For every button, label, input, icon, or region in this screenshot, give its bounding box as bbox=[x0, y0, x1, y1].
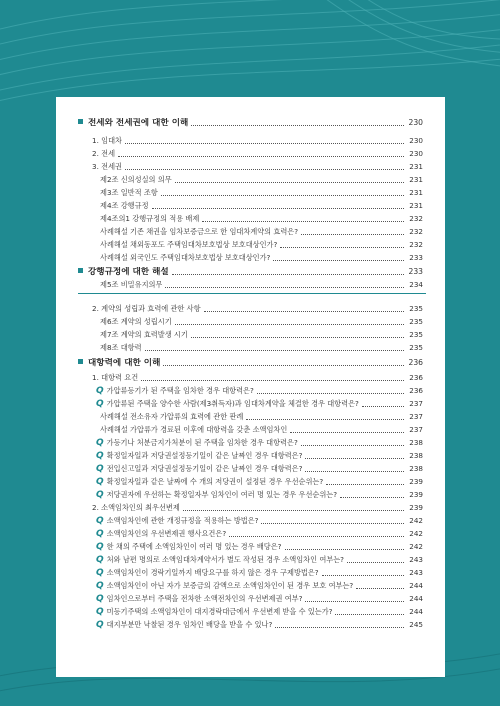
toc-entry-page: 236 bbox=[409, 386, 423, 395]
toc-entry[interactable] bbox=[100, 410, 423, 422]
toc-entry[interactable] bbox=[96, 475, 423, 487]
toc-entry-page: 230 bbox=[409, 136, 423, 145]
toc-entry[interactable] bbox=[100, 315, 423, 327]
toc-entry-title: 제5조 비밀유지의무 bbox=[100, 280, 163, 289]
toc-entry[interactable] bbox=[96, 618, 423, 630]
toc-entry-page: 230 bbox=[408, 118, 423, 127]
q-icon: Q bbox=[96, 555, 104, 565]
dot-leader bbox=[340, 496, 404, 498]
toc-entry[interactable] bbox=[92, 147, 423, 159]
toc-entry-title: 가등기나 처분금지가처분이 된 주택을 임차한 경우 대항력은? bbox=[106, 438, 298, 447]
toc-entry-title: 제4조의1 강행규정의 적용 배제 bbox=[100, 214, 200, 223]
toc-entry-page: 231 bbox=[409, 201, 423, 210]
dot-leader bbox=[183, 509, 404, 511]
toc-entry-title: 제8조 대항력 bbox=[100, 343, 142, 352]
dot-leader bbox=[125, 142, 404, 144]
dot-leader bbox=[175, 181, 404, 183]
toc-entry-title: 제3조 일반적 조항 bbox=[100, 188, 158, 197]
toc-entry-page: 236 bbox=[409, 373, 423, 382]
q-icon: Q bbox=[96, 438, 104, 448]
toc-entry-page: 231 bbox=[409, 175, 423, 184]
q-icon: Q bbox=[96, 516, 104, 526]
toc-entry-title: 전입신고일과 저당권설정등기일이 같은 날짜인 경우 대항력은? bbox=[106, 464, 303, 473]
toc-entry-page: 231 bbox=[409, 188, 423, 197]
dot-leader bbox=[326, 483, 404, 485]
dot-leader bbox=[141, 379, 404, 381]
toc-entry-title: 소액임차인이 경락기일까지 배당요구를 하지 않은 경우 구제방법은? bbox=[106, 568, 319, 577]
q-icon: Q bbox=[96, 607, 104, 617]
toc-entry[interactable] bbox=[96, 553, 423, 565]
q-icon: Q bbox=[96, 542, 104, 552]
toc-entry[interactable] bbox=[78, 115, 423, 128]
dot-leader bbox=[175, 323, 404, 325]
section-divider bbox=[78, 293, 426, 294]
toc-entry-page: 237 bbox=[409, 399, 423, 408]
toc-entry-page: 237 bbox=[409, 425, 423, 434]
toc-entry-title: 대지부분만 낙찰된 경우 임차인 배당을 받을 수 있나? bbox=[106, 620, 273, 629]
toc-entry[interactable] bbox=[100, 199, 423, 211]
dot-leader bbox=[322, 574, 404, 576]
dot-leader bbox=[280, 246, 404, 248]
dot-leader bbox=[257, 392, 404, 394]
toc-entry[interactable] bbox=[100, 328, 423, 340]
toc-entry-title: 사례해설 기존 채권을 임차보증금으로 한 임대차계약의 효력은? bbox=[100, 227, 299, 236]
square-bullet-icon bbox=[78, 359, 83, 364]
toc-entry[interactable] bbox=[92, 371, 423, 383]
toc-entry-title: 소액임차인이 아닌 자가 보증금의 감액으로 소액임차인이 된 경우 보호 여부는? bbox=[106, 581, 354, 590]
toc-entry-page: 232 bbox=[409, 214, 423, 223]
toc-entry-page: 234 bbox=[409, 280, 423, 289]
toc-entry-page: 244 bbox=[409, 594, 423, 603]
toc-entry-title: 제2조 신의성실의 의무 bbox=[100, 175, 172, 184]
dot-leader bbox=[152, 207, 404, 209]
toc-entry-title: 처와 남편 명의로 소액임대차계약서가 별도 작성된 경우 소액임차인 여부는? bbox=[106, 555, 344, 564]
toc-entry-title: 확정일자일과 저당권설정등기일이 같은 날짜인 경우 대항력은? bbox=[106, 451, 303, 460]
dot-leader bbox=[301, 233, 404, 235]
toc-entry[interactable] bbox=[92, 134, 423, 146]
toc-entry-title: 강행규정에 대한 해설 bbox=[88, 267, 169, 277]
q-icon: Q bbox=[96, 451, 104, 461]
dot-leader bbox=[362, 405, 404, 407]
toc-entry[interactable] bbox=[100, 423, 423, 435]
toc-entry[interactable] bbox=[92, 501, 423, 513]
toc-entry-page: 245 bbox=[409, 620, 423, 629]
toc-entry[interactable] bbox=[100, 212, 423, 224]
dot-leader bbox=[335, 613, 404, 615]
toc-entry-title: 1. 대항력 요건 bbox=[92, 373, 139, 382]
toc-entry-title: 사례해설 가압류가 경료된 이후에 대항력을 갖춘 소액임차인 bbox=[100, 425, 288, 434]
dot-leader bbox=[301, 444, 404, 446]
toc-entry[interactable] bbox=[92, 302, 423, 314]
toc-entry[interactable] bbox=[96, 540, 423, 552]
toc-entry-page: 232 bbox=[409, 227, 423, 236]
dot-leader bbox=[229, 535, 404, 537]
toc-entry[interactable] bbox=[96, 592, 423, 604]
toc-entry-page: 237 bbox=[409, 412, 423, 421]
toc-entry[interactable] bbox=[96, 527, 423, 539]
toc-entry[interactable] bbox=[100, 225, 423, 237]
toc-entry-title: 사례해설 외국인도 주택임대차보호법상 보호대상인가? bbox=[100, 253, 271, 262]
toc-entry[interactable] bbox=[100, 238, 423, 250]
toc-entry[interactable] bbox=[96, 436, 423, 448]
toc-entry-title: 2. 계약의 성립과 효력에 관한 사항 bbox=[92, 304, 201, 313]
toc-entry-page: 239 bbox=[409, 477, 423, 486]
dot-leader bbox=[118, 155, 404, 157]
square-bullet-icon bbox=[78, 119, 83, 124]
toc-entry-title: 1. 임대차 bbox=[92, 136, 122, 145]
toc-entry[interactable] bbox=[96, 566, 423, 578]
dot-leader bbox=[290, 431, 404, 433]
dot-leader bbox=[202, 220, 404, 222]
q-icon: Q bbox=[96, 568, 104, 578]
q-icon: Q bbox=[96, 529, 104, 539]
q-icon: Q bbox=[96, 620, 104, 630]
toc-page bbox=[56, 97, 445, 677]
toc-entry-title: 제7조 계약의 효력발생 시기 bbox=[100, 330, 188, 339]
q-icon: Q bbox=[96, 399, 104, 409]
q-icon: Q bbox=[96, 490, 104, 500]
toc-entry-page: 242 bbox=[409, 529, 423, 538]
dot-leader bbox=[261, 522, 404, 524]
toc-entry-page: 242 bbox=[409, 516, 423, 525]
dot-leader bbox=[246, 418, 404, 420]
toc-entry[interactable] bbox=[78, 264, 423, 277]
dot-leader bbox=[172, 273, 404, 275]
toc-entry-title: 사례해설 전소유자 가압류의 효력에 관한 판례 bbox=[100, 412, 244, 421]
toc-entry[interactable] bbox=[96, 579, 423, 591]
toc-entry[interactable] bbox=[100, 278, 423, 290]
toc-entry[interactable] bbox=[96, 449, 423, 461]
toc-entry[interactable] bbox=[92, 160, 423, 172]
toc-entry-page: 244 bbox=[409, 607, 423, 616]
toc-entry-page: 243 bbox=[409, 568, 423, 577]
toc-entry-page: 233 bbox=[408, 267, 423, 276]
dot-leader bbox=[347, 561, 404, 563]
toc-entry[interactable] bbox=[100, 341, 423, 353]
toc-entry-page: 239 bbox=[409, 490, 423, 499]
toc-entry[interactable] bbox=[96, 488, 423, 500]
toc-entry[interactable] bbox=[96, 605, 423, 617]
toc-entry[interactable] bbox=[100, 251, 423, 263]
toc-entry-title: 확정일자일과 같은 날짜에 수 개의 저당권이 설정된 경우 우선순위는? bbox=[106, 477, 324, 486]
toc-entry[interactable] bbox=[96, 397, 423, 409]
toc-entry-page: 233 bbox=[409, 253, 423, 262]
dot-leader bbox=[356, 587, 404, 589]
toc-entry[interactable] bbox=[96, 384, 423, 396]
toc-entry-title: 한 채의 주택에 소액임차인이 여러 명 있는 경우 배당은? bbox=[106, 542, 282, 551]
dot-leader bbox=[285, 548, 405, 550]
dot-leader bbox=[305, 600, 404, 602]
toc-entry-title: 3. 전세권 bbox=[92, 162, 122, 171]
toc-entry-title: 저당권자에 우선하는 확정일자부 임차인이 여러 명 있는 경우 우선순위는? bbox=[106, 490, 338, 499]
toc-entry-title: 2. 소액임차인의 최우선변제 bbox=[92, 503, 180, 512]
q-icon: Q bbox=[96, 581, 104, 591]
toc-entry-page: 238 bbox=[409, 451, 423, 460]
dot-leader bbox=[163, 364, 404, 366]
toc-entry-title: 전세와 전세권에 대한 이해 bbox=[88, 118, 189, 128]
dot-leader bbox=[305, 470, 404, 472]
toc-entry-title: 소액임차인의 우선변제권 행사요건은? bbox=[106, 529, 227, 538]
q-icon: Q bbox=[96, 594, 104, 604]
toc-entry-title: 사례해설 채외동포도 주택임대차보호법상 보호대상인가? bbox=[100, 240, 278, 249]
toc-entry-title: 제6조 계약의 성립시기 bbox=[100, 317, 172, 326]
dot-leader bbox=[305, 457, 404, 459]
q-icon: Q bbox=[96, 477, 104, 487]
table-of-contents bbox=[56, 97, 445, 677]
toc-entry[interactable] bbox=[100, 186, 423, 198]
dot-leader bbox=[165, 286, 404, 288]
toc-entry-page: 239 bbox=[409, 503, 423, 512]
toc-entry-page: 238 bbox=[409, 464, 423, 473]
toc-entry-page: 235 bbox=[409, 304, 423, 313]
toc-entry-page: 231 bbox=[409, 162, 423, 171]
toc-entry[interactable] bbox=[96, 514, 423, 526]
toc-entry-page: 235 bbox=[409, 330, 423, 339]
toc-entry-title: 제4조 강행규정 bbox=[100, 201, 149, 210]
toc-entry[interactable] bbox=[100, 173, 423, 185]
dot-leader bbox=[273, 259, 404, 261]
toc-entry-page: 238 bbox=[409, 438, 423, 447]
toc-entry[interactable] bbox=[96, 462, 423, 474]
toc-entry-title: 대항력에 대한 이해 bbox=[88, 358, 161, 368]
dot-leader bbox=[191, 124, 404, 126]
toc-entry-title: 미등기주택의 소액임차인이 대지경락대금에서 우선변제 받을 수 있는가? bbox=[106, 607, 333, 616]
toc-entry-page: 232 bbox=[409, 240, 423, 249]
dot-leader bbox=[125, 168, 404, 170]
q-icon: Q bbox=[96, 386, 104, 396]
q-icon: Q bbox=[96, 464, 104, 474]
toc-entry-title: 2. 전세 bbox=[92, 149, 116, 158]
toc-entry-title: 가압류된 주택을 양수한 사람(제3취득자)과 임대차계약을 체결한 경우 대항력은? bbox=[106, 399, 359, 408]
toc-entry-title: 소액임차인에 관한 개정규정을 적용하는 방법은? bbox=[106, 516, 259, 525]
square-bullet-icon bbox=[78, 268, 83, 273]
toc-entry-page: 235 bbox=[409, 343, 423, 352]
toc-entry-title: 임차인으로부터 주택을 전차한 소액전차인의 우선변제권 여부? bbox=[106, 594, 303, 603]
toc-entry-page: 242 bbox=[409, 542, 423, 551]
dot-leader bbox=[145, 349, 404, 351]
dot-leader bbox=[204, 310, 404, 312]
toc-entry-page: 244 bbox=[409, 581, 423, 590]
toc-entry-page: 230 bbox=[409, 149, 423, 158]
toc-entry-page: 235 bbox=[409, 317, 423, 326]
toc-entry-title: 가압류등기가 된 주택을 임차한 경우 대항력은? bbox=[106, 386, 254, 395]
toc-entry-page: 236 bbox=[408, 358, 423, 367]
dot-leader bbox=[191, 336, 404, 338]
dot-leader bbox=[161, 194, 404, 196]
toc-entry-page: 243 bbox=[409, 555, 423, 564]
dot-leader bbox=[275, 626, 404, 628]
toc-entry[interactable] bbox=[78, 355, 423, 368]
